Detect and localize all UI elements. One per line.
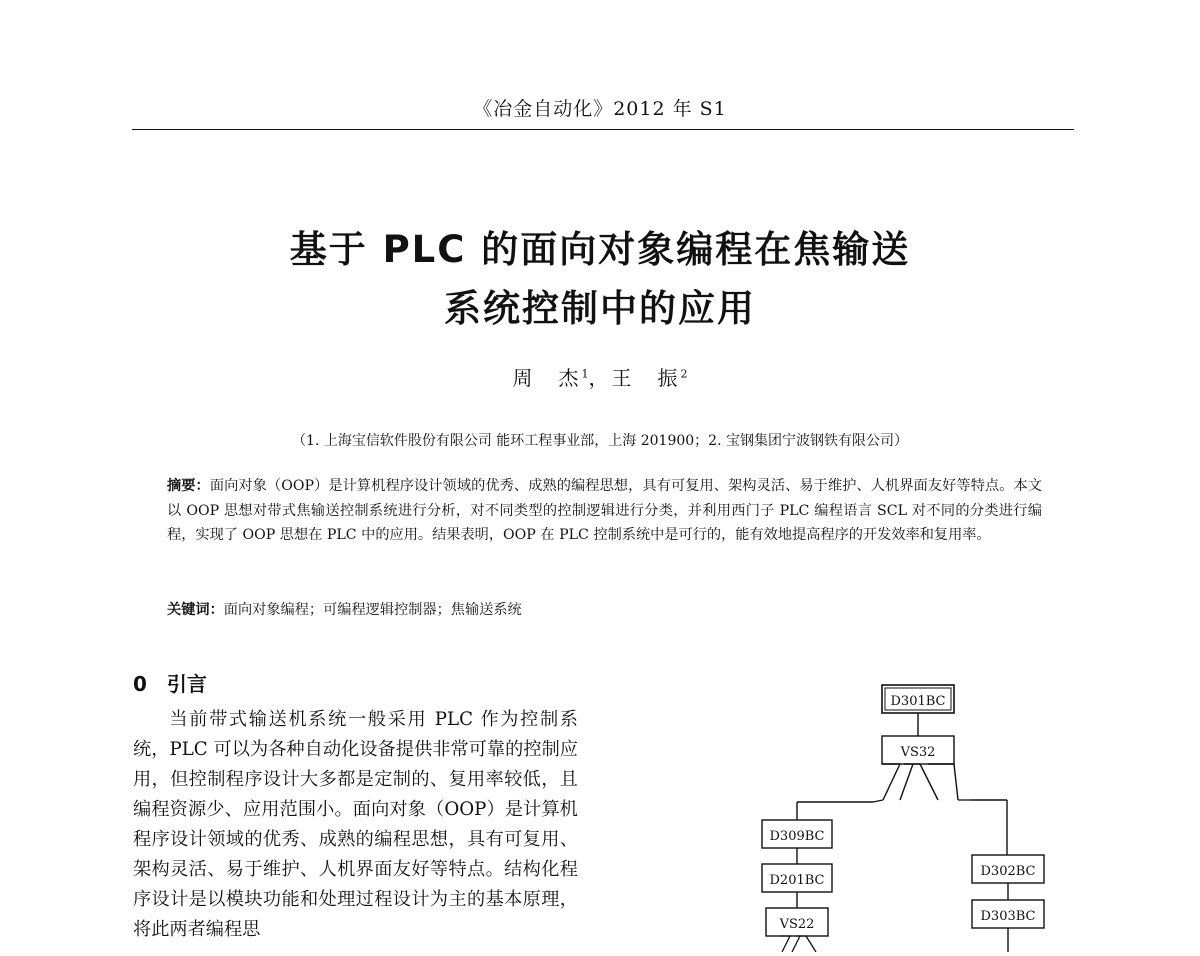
node-d301bc — [882, 685, 954, 713]
affiliation: （1. 上海宝信软件股份有限公司 能环工程事业部，上海 201900；2. 宝钢集团宁波钢铁有限公司） — [292, 433, 908, 449]
splitter-vs22-icon — [780, 936, 816, 952]
node-d303bc — [972, 900, 1044, 928]
node-vs32 — [882, 736, 954, 764]
keywords — [167, 598, 1042, 622]
keywords-text: 面向对象编程；可编程逻辑控制器；焦输送系统 — [223, 602, 522, 618]
paper-title — [0, 220, 1200, 338]
node-vs32-label: VS32 — [900, 745, 936, 760]
journal-header: 《冶金自动化》2012 年 S1 — [473, 98, 727, 120]
node-d301bc-label: D301BC — [890, 694, 946, 709]
node-d201bc-label: D201BC — [769, 873, 825, 888]
splitter-vs32-icon — [882, 764, 958, 800]
conveyor-diagram — [740, 670, 1070, 956]
section-heading-intro: 0 引言 — [133, 672, 207, 696]
intro-paragraph: 当前带式输送机系统一般采用 PLC 作为控制系统，PLC 可以为各种自动化设备提供非常可靠的控制应用，但控制程序设计大多都是定制的、复用率较低，且编程资源少、应用范围小。面向对象（OOP）是计算机程序设计领域的优秀、成熟的编程思想，具有可复用、架构灵活、易于维护、人机界面友好等特点。结构化程序设计是以模块功能和处理过程设计为主的基本原理，将此两者编程思 — [133, 709, 578, 940]
keywords-label: 关键词： — [167, 602, 224, 618]
node-d303bc-label: D303BC — [980, 909, 1036, 924]
author-1-affil: 1 — [581, 367, 589, 381]
author-2-affil: 2 — [680, 367, 688, 381]
title-line-1: 基于 PLC 的面向对象编程在焦输送 — [289, 228, 911, 271]
node-d201bc — [762, 864, 832, 892]
node-d302bc — [972, 855, 1044, 883]
header-rule — [132, 129, 1074, 130]
node-vs22-label: VS22 — [779, 917, 815, 932]
author-separator: ， — [588, 366, 612, 390]
title-line-2: 系统控制中的应用 — [444, 287, 756, 330]
author-2: 王 振 — [611, 366, 681, 390]
splitter-vs32-outlets-icon — [873, 800, 970, 802]
authors — [0, 362, 1200, 391]
author-1: 周 杰 — [512, 366, 582, 390]
node-d302bc-label: D302BC — [980, 864, 1036, 879]
abstract — [167, 474, 1042, 548]
node-d309bc-label: D309BC — [769, 829, 825, 844]
abstract-text: 面向对象（OOP）是计算机程序设计领域的优秀、成熟的编程思想，具有可复用、架构灵活、易于维护、人机界面友好等特点。本文以 OOP 思想对带式焦输送控制系统进行分析，对不同类型的控制逻辑进行分类，并利用西门子 PLC 编程语言 SCL 对不同的分类进行编程，实现了 OOP 思想在 PLC 中的应用。结果表明，OOP 在 PLC 控制系统中是可行的，能有效地提高程序的开发效率和复用率。 — [167, 478, 1042, 543]
node-vs22 — [766, 908, 828, 936]
node-d309bc — [762, 820, 832, 848]
abstract-label: 摘要： — [167, 478, 210, 494]
